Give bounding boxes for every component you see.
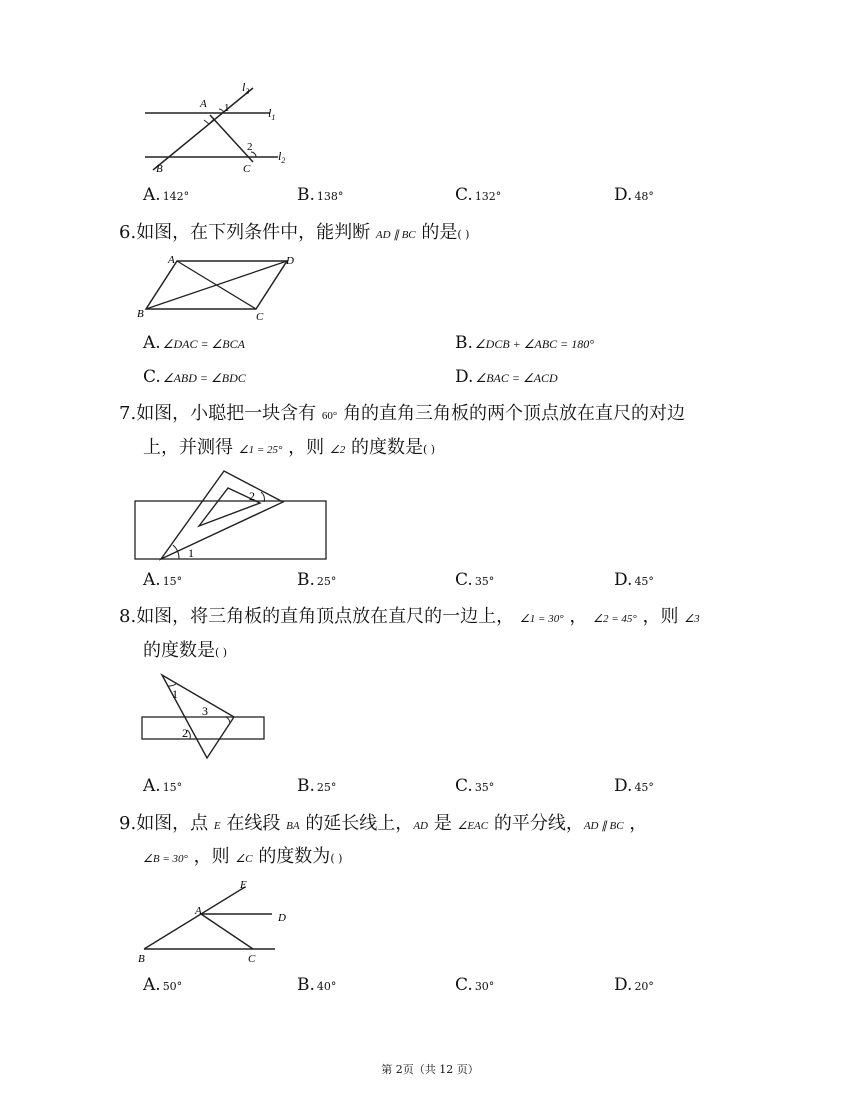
q5-label-A: A [200, 98, 207, 110]
q6-option-c: C. ∠ABD = ∠BDC [143, 367, 246, 387]
q5-label-2: 2 [247, 141, 253, 153]
q9-number: 9. [119, 813, 137, 834]
q5-label-l2: l [278, 149, 282, 163]
q6-number: 6. [119, 222, 137, 243]
q5-option-c: C. 132° [455, 185, 502, 205]
q6-stem: 6.如图，在下列条件中，能判断 AD ∥ BC 的是( ) [119, 222, 470, 243]
q7-label-1: 1 [188, 546, 194, 560]
q9-label-A: A [195, 905, 202, 917]
q6-label-C: C [256, 311, 264, 323]
q8-number: 8. [119, 606, 137, 627]
q8-stem-line1: 8.如图，将三角板的直角顶点放在直尺的一边上， ∠1 = 30° ， ∠2 = 45° ，则 ∠3 [119, 606, 700, 627]
q9-stem-line1: 9.如图，点 E 在线段 BA 的延长线上，AD 是 ∠EAC 的平分线，AD ∥ BC ， [119, 813, 648, 834]
q5-label-B: B [156, 163, 163, 175]
q9-option-a: A. 50° [143, 975, 183, 995]
q7-stem-line2: 上，并测得 ∠1 = 25° ，则 ∠2 的度数是( ) [143, 437, 436, 458]
q6-option-d: D. ∠BAC = ∠ACD [455, 367, 558, 387]
q6-option-a: A. ∠DAC = ∠BCA [143, 333, 245, 353]
q8-figure [140, 672, 270, 764]
q5-option-d: D. 48° [614, 185, 654, 205]
q9-label-E: E [240, 879, 247, 891]
q6-option-b: B. ∠DCB + ∠ABC = 180° [455, 333, 595, 353]
svg-text:l2: $l_2$ [278, 149, 286, 165]
q6-label-A: A [168, 254, 175, 266]
q5-option-a: A. 142° [143, 185, 190, 205]
q7-option-b: B. 25° [297, 570, 337, 590]
q5-option-b: B. 138° [297, 185, 344, 205]
q7-label-2: 2 [249, 489, 255, 503]
q9-option-c: C. 30° [455, 975, 495, 995]
q6-figure [135, 250, 305, 325]
q8-option-a: A. 15° [143, 776, 183, 796]
svg-text:l1: $l_1$ [268, 106, 276, 122]
page-footer: 第 2页（共 12 页） [381, 1063, 479, 1076]
q5-label-C: C [243, 163, 251, 175]
svg-text:l3: $l_3$ [242, 80, 250, 96]
q7-option-d: D. 45° [614, 570, 654, 590]
q8-option-d: D. 45° [614, 776, 654, 796]
q9-stem-line2: ∠B = 30° ，则 ∠C 的度数为( ) [143, 846, 343, 867]
q7-number: 7. [119, 403, 137, 424]
q9-option-d: D. 20° [614, 975, 654, 995]
q7-option-c: C. 35° [455, 570, 495, 590]
q8-label-1: 1 [172, 687, 178, 701]
q9-label-B: B [138, 953, 145, 965]
q5-label-l3: l [242, 80, 246, 94]
q8-stem-line2: 的度数是( ) [143, 640, 228, 661]
q6-label-D: D [286, 255, 294, 267]
q9-figure [135, 876, 295, 966]
q5-label-1: 1 [224, 102, 230, 114]
q5-label-l1: l [268, 106, 272, 120]
q8-option-b: B. 25° [297, 776, 337, 796]
q9-option-b: B. 40° [297, 975, 337, 995]
q5-figure [135, 78, 305, 178]
q6-label-B: B [137, 308, 144, 320]
q9-label-D: D [278, 912, 286, 924]
q7-figure [133, 464, 333, 564]
q8-option-c: C. 35° [455, 776, 495, 796]
q8-label-2: 2 [182, 726, 188, 740]
q7-stem-line1: 7.如图，小聪把一块含有 60° 角的直角三角板的两个顶点放在直尺的对边 [119, 403, 686, 424]
q9-label-C: C [248, 953, 256, 965]
q8-label-3: 3 [202, 704, 208, 718]
q7-option-a: A. 15° [143, 570, 183, 590]
